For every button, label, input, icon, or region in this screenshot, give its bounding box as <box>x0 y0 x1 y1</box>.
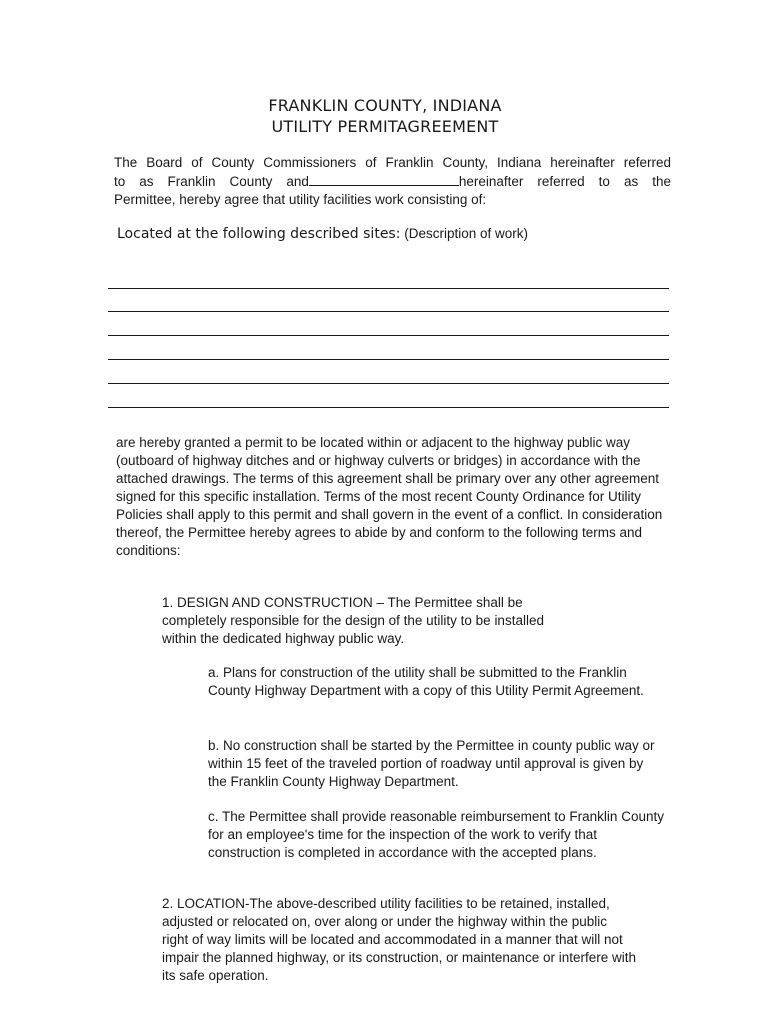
intro-line-2-end: hereinafter referred to as the <box>458 173 671 189</box>
description-blank-line[interactable] <box>108 359 669 360</box>
permittee-name-blank[interactable] <box>309 174 459 186</box>
intro-paragraph <box>114 154 671 210</box>
section-1c-reimbursement: c. The Permittee shall provide reasonable reimbursement to Franklin County for an employee's time for the inspection of the work to verify that construction is completed in accordance with the accepted plans. <box>208 809 664 860</box>
section-2-location: 2. LOCATION-The above-described utility facilities to be retained, installed, adjusted or relocated on, over along or under the highway within the public right of way limits will be located and accommodated in a manner that will not impair the planned highway, or its construction, or maintenance or interfere with its safe operation. <box>162 896 636 983</box>
intro-line-2 <box>114 173 671 192</box>
description-blank-line[interactable] <box>108 311 669 312</box>
description-blank-line[interactable] <box>108 407 669 408</box>
description-blank-line[interactable] <box>108 383 669 384</box>
permit-grant-paragraph: are hereby granted a permit to be located within or adjacent to the highway public way (outboard of highway ditches and or highway culverts or bridges) in accordance with the attached drawings. The terms of this agreement shall be primary over any other agreement signed for this specific installation. Terms of the most recent County Ordinance for Utility Policies shall apply to this permit and shall govern in the event of a conflict. In consideration thereof, the Permittee hereby agrees to abide by and conform to the following terms and conditions: <box>116 435 663 558</box>
intro-line-3: Permittee, hereby agree that utility facilities work consisting of: <box>114 192 487 207</box>
section-1a-plans: a. Plans for construction of the utility shall be submitted to the Franklin County Highway Department with a copy of this Utility Permit Agreement. <box>208 665 644 698</box>
intro-line-1: The Board of County Commissioners of Franklin County, Indiana hereinafter referred <box>114 155 671 170</box>
intro-line-2-start: to as Franklin County and <box>114 173 309 189</box>
description-blank-line[interactable] <box>108 288 669 289</box>
sites-heading: Located at the following described sites: <box>117 226 401 242</box>
document-title-county: FRANKLIN COUNTY, INDIANA <box>268 96 502 115</box>
section-1-design-construction: 1. DESIGN AND CONSTRUCTION – The Permittee shall be completely responsible for the design of the utility to be installed within the dedicated highway public way. <box>162 595 544 646</box>
sites-row <box>117 226 528 242</box>
document-title-agreement: UTILITY PERMITAGREEMENT <box>271 117 499 136</box>
section-1b-approval: b. No construction shall be started by the Permittee in county public way or within 15 feet of the traveled portion of roadway until approval is given by the Franklin County Highway Department. <box>208 738 655 789</box>
sites-note: (Description of work) <box>404 226 528 241</box>
description-blank-line[interactable] <box>108 335 669 336</box>
